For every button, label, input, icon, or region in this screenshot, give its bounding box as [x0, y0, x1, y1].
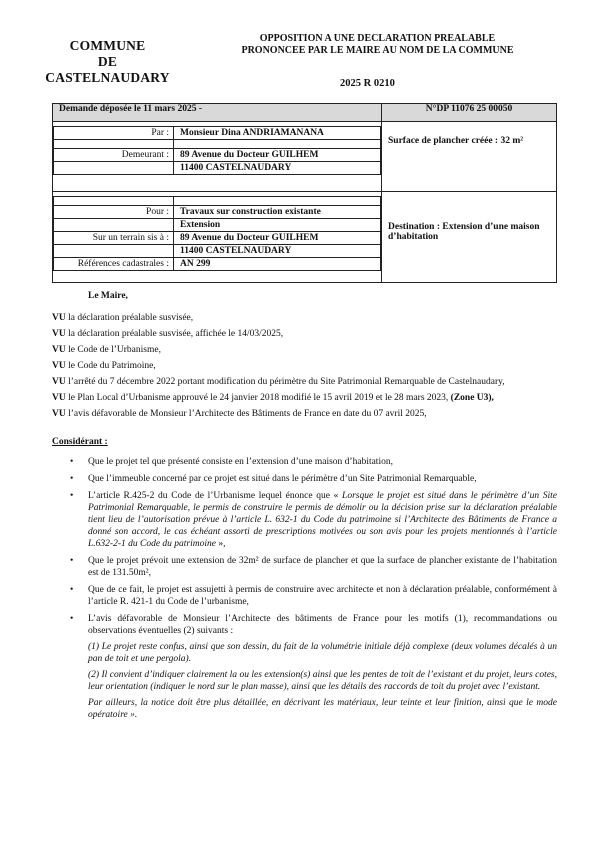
pour-label: Pour : [54, 206, 174, 219]
list-item: • Que le projet tel que présenté consiste en l’extension d’une maison d’habitation, [88, 456, 557, 468]
considerant-list [52, 456, 557, 721]
summary-table [52, 103, 557, 283]
request-date: Demande déposée le 11 mars 2025 - [53, 104, 382, 122]
demeurant-line1: 89 Avenue du Docteur GUILHEM [174, 149, 381, 162]
dp-number: N°DP 11076 25 00050 [382, 104, 557, 122]
zone-ref: (Zone U3), [450, 393, 494, 403]
commune-line: CASTELNAUDARY [45, 70, 170, 85]
list-item: • Que de ce fait, le projet est assujetti à permis de construire avec architecte et non à déclaration préalable, conformément à l’article R. 421-1 du Code de l’urbanisme, [88, 584, 557, 608]
terrain-line1: 89 Avenue du Docteur GUILHEM [174, 232, 381, 245]
terrain-label: Sur un terrain sis à : [54, 232, 174, 245]
vu-item: VU le Plan Local d’Urbanisme approuvé le 24 janvier 2018 modifié le 15 avril 2019 et le 28 mars 2023, (Zone U3), [52, 393, 494, 403]
document-title [200, 33, 555, 57]
vu-item: VU la déclaration préalable susvisée, affichée le 14/03/2025, [52, 329, 284, 339]
decision-body [52, 290, 557, 726]
title-line: OPPOSITION A UNE DECLARATION PREALABLE [259, 33, 496, 44]
motif-2: (2) Il convient d’indiquer clairement la ou les extension(s) ainsi que les pentes de toit de l’existant et du projet, leurs cotes, leur orientation (indiquer le nord sur le plan masse), ainsi que les détails des raccords de toit du projet avec l’existant. [88, 670, 557, 692]
vu-item: VU la déclaration préalable susvisée, [52, 313, 194, 323]
demeurant-label: Demeurant : [54, 149, 174, 162]
motif-3: Par ailleurs, la notice doit être plus détaillée, en décrivant les matériaux, leur teinte et leur finition, ainsi que le mode opératoire ». [88, 698, 557, 720]
considerant-heading: Considérant : [52, 437, 108, 447]
list-item: • Que l’immeuble concerné par ce projet est situé dans le périmètre d’un Site Patrimonial Remarquable, [88, 473, 557, 485]
project-row [53, 192, 557, 283]
vu-item: VU le Code de l’Urbanisme, [52, 345, 161, 355]
summary-header-row [53, 104, 557, 122]
vu-item: VU l’avis défavorable de Monsieur l’Architecte des Bâtiments de France en date du 07 avril 2025, [52, 409, 427, 419]
vu-item: VU l’arrêté du 7 décembre 2022 portant modification du périmètre du Site Patrimonial Remarquable de Castelnaudary, [52, 377, 505, 387]
demeurant-line2: 11400 CASTELNAUDARY [174, 162, 381, 175]
refs-label: Références cadastrales : [54, 258, 174, 271]
list-item: • L’avis défavorable de Monsieur l’Architecte des bâtiments de France pour les motifs (1), recommandations ou observations éventuelles (2) suivants : (1) Le projet reste confus, ainsi que son dessin, du fait de la volumétrie initiale déjà complexe (deux volumes décalés à un pan de toit et une pergola). (2) Il convient d’indiquer clairement la ou les extension(s) ainsi que les pentes de toit de l’existant et du projet, leurs cotes, leur orientation (indiquer le nord sur le plan masse), ainsi que les détails des raccords de toit du projet avec l’existant. Par ailleurs, la notice doit être plus détaillée, en décrivant les matériaux, leur teinte et leur finition, ainsi que le mode opératoire ». [88, 613, 557, 721]
decision-number: 2025 R 0210 [340, 78, 395, 89]
list-item: • Que le projet prévoit une extension de 32m² de surface de plancher et que la surface de plancher existante de l’habitation est de 131.50m², [88, 555, 557, 579]
terrain-line2: 11400 CASTELNAUDARY [174, 245, 381, 258]
vu-item: VU le Code du Patrimoine, [52, 361, 156, 371]
pour-line2: Extension [174, 219, 381, 232]
pour-line1: Travaux sur construction existante [174, 206, 381, 219]
maire-heading: Le Maire, [88, 291, 128, 301]
par-label: Par : [54, 127, 174, 140]
motif-1: (1) Le projet reste confus, ainsi que son dessin, du fait de la volumétrie initiale déjà complexe (deux volumes décalés à un pan de toit et une pergola). [88, 642, 557, 664]
surface: Surface de plancher créée : 32 m² [382, 122, 557, 192]
list-item: • L’article R.425-2 du Code de l’Urbanisme lequel énonce que « Lorsque le projet est situé dans le périmètre d’un Site Patrimonial Remarquable, le permis de construire le permis de démolir ou la décision prise sur la déclaration préalable tient lieu de l’autorisation prévue à l’article L. 632-1 du Code du patrimoine si l’Architecte des Bâtiments de France a donné son accord, le cas échéant assorti de prescriptions motivées ou son avis pour les projets mentionnés à l’article L.632-2-1 du Code du patrimoine », [88, 490, 557, 550]
commune-line: DE [97, 54, 118, 69]
commune-line: COMMUNE [69, 38, 146, 53]
refs-value: AN 299 [174, 258, 381, 271]
commune-heading [40, 38, 175, 86]
applicant-row [53, 122, 557, 192]
destination: Destination : Extension d’une maison d’habitation [382, 192, 557, 283]
title-line: PRONONCEE PAR LE MAIRE AU NOM DE LA COMMUNE [241, 45, 514, 56]
par-value: Monsieur Dina ANDRIAMANANA [174, 127, 381, 140]
